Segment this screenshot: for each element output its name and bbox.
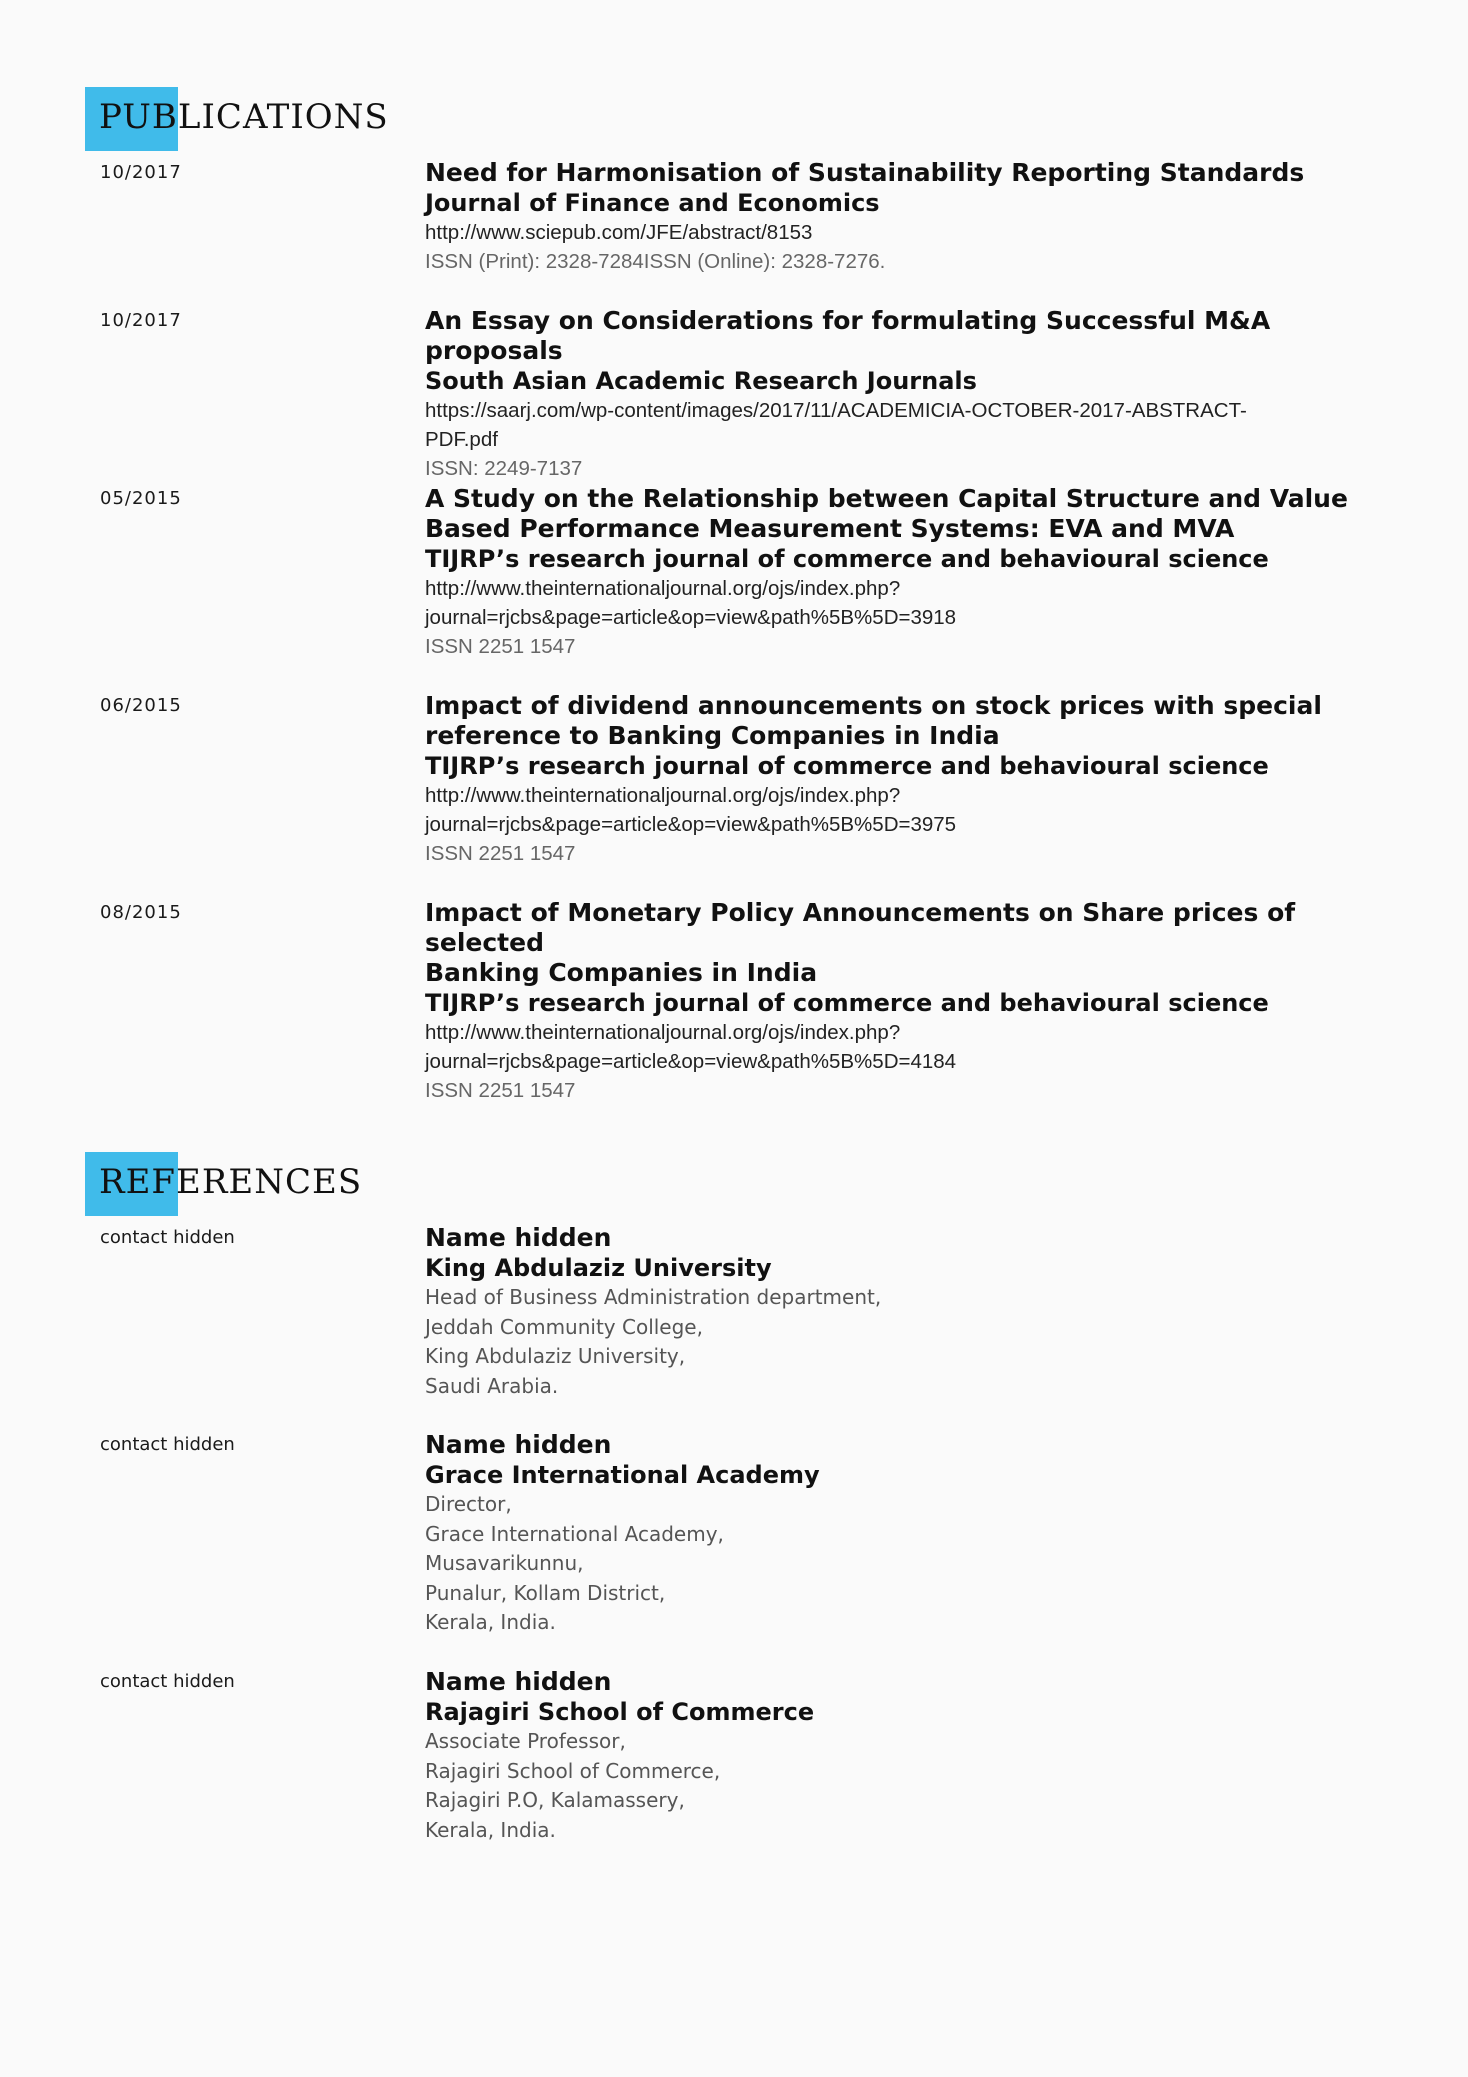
publication-body [425,484,1385,661]
reference-body [425,1667,1385,1845]
publication-issn: ISSN: 2249-7137 [425,457,583,480]
publication-issn: ISSN 2251 1547 [425,1079,576,1102]
publication-journal: TIJRP’s research journal of commerce and behavioural science [425,545,1269,573]
reference-detail-line: Rajagiri P.O, Kalamassery, [425,1788,685,1812]
reference-detail-line: Associate Professor, [425,1729,626,1753]
publication-title: Impact of dividend announcements on stock prices with special [425,691,1322,720]
publication-title-continued: Based Performance Measurement Systems: EVA and MVA [425,514,1235,543]
publication-issn: ISSN 2251 1547 [425,635,576,658]
reference-detail-line: Kerala, India. [425,1817,556,1842]
publication-body [425,306,1385,483]
publication-link-continued[interactable]: journal=rjcbs&page=article&op=view&path%5B%5D=4184 [425,1050,957,1073]
reference-body [425,1223,1385,1401]
reference-detail-line: Saudi Arabia. [425,1373,559,1398]
reference-detail-line: Head of Business Administration department, [425,1285,882,1309]
publication-title: Impact of Monetary Policy Announcements on Share prices of selected [425,898,1296,957]
reference-detail-line: Rajagiri School of Commerce, [425,1758,721,1783]
publication-journal: TIJRP’s research journal of commerce and behavioural science [425,989,1269,1017]
publication-journal: TIJRP’s research journal of commerce and behavioural science [425,752,1269,780]
reference-detail-line: Kerala, India. [425,1610,556,1634]
reference-detail-line: Punalur, Kollam District, [425,1580,666,1605]
publication-title: Need for Harmonisation of Sustainability Reporting Standards [425,158,1305,187]
publication-date: 10/2017 [100,310,182,331]
reference-name: Name hidden [425,1667,612,1696]
reference-detail-line: Grace International Academy, [425,1521,724,1546]
publication-journal: Journal of Finance and Economics [425,189,880,217]
publication-date: 06/2015 [100,695,182,716]
publication-date: 10/2017 [100,162,182,183]
publication-title: A Study on the Relationship between Capital Structure and Value [425,484,1348,513]
reference-name: Name hidden [425,1223,612,1252]
reference-contact: contact hidden [100,1434,235,1455]
publication-body [425,691,1385,868]
publication-link-continued[interactable]: PDF.pdf [425,428,498,451]
references-section-header [85,1152,685,1216]
reference-organization: Grace International Academy [425,1461,820,1489]
reference-detail-line: Jeddah Community College, [425,1314,703,1339]
publication-title-continued: Banking Companies in India [425,958,818,987]
reference-detail-line: Musavarikunnu, [425,1551,584,1575]
reference-detail-line: King Abdulaziz University, [425,1344,686,1368]
publication-date: 08/2015 [100,902,182,923]
references-heading: REFERENCES [99,1162,363,1202]
publications-heading: PUBLICATIONS [99,97,389,137]
publication-title-continued: reference to Banking Companies in India [425,721,1000,750]
reference-organization: Rajagiri School of Commerce [425,1698,815,1726]
publications-section-header [85,87,685,151]
publication-body [425,898,1385,1105]
publication-title: An Essay on Considerations for formulating Successful M&A proposals [425,306,1271,365]
reference-contact: contact hidden [100,1671,235,1692]
publication-link[interactable]: http://www.theinternationaljournal.org/ojs/index.php? [425,577,901,600]
reference-contact: contact hidden [100,1227,235,1248]
publication-link[interactable]: http://www.theinternationaljournal.org/ojs/index.php? [425,1021,901,1044]
publication-journal: South Asian Academic Research Journals [425,367,977,395]
publication-date: 05/2015 [100,488,182,509]
publication-issn: ISSN (Print): 2328-7284ISSN (Online): 2328-7276. [425,250,886,273]
publication-link[interactable]: http://www.theinternationaljournal.org/ojs/index.php? [425,784,901,807]
publication-link[interactable]: http://www.sciepub.com/JFE/abstract/8153 [425,221,813,244]
reference-name: Name hidden [425,1430,612,1459]
publication-link-continued[interactable]: journal=rjcbs&page=article&op=view&path%5B%5D=3975 [425,813,957,836]
publication-body [425,158,1385,276]
publication-issn: ISSN 2251 1547 [425,842,576,865]
reference-organization: King Abdulaziz University [425,1254,772,1282]
publication-link[interactable]: https://saarj.com/wp-content/images/2017/11/ACADEMICIA-OCTOBER-2017-ABSTRACT- [425,399,1247,422]
publication-link-continued[interactable]: journal=rjcbs&page=article&op=view&path%5B%5D=3918 [425,606,957,629]
reference-detail-line: Director, [425,1492,512,1516]
reference-body [425,1430,1385,1638]
